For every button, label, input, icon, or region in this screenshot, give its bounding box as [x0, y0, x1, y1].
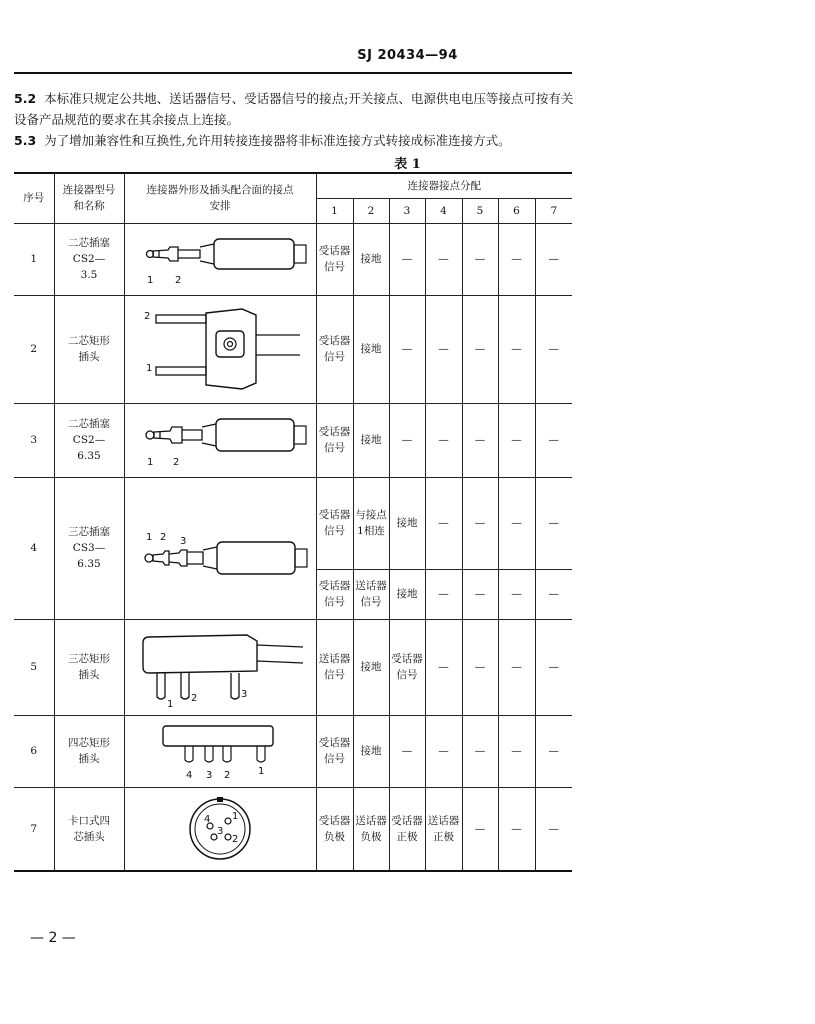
contact-cell: — — [535, 787, 572, 871]
three-core-plug-6-35-icon — [124, 477, 316, 619]
contact-label: 2 — [175, 275, 182, 286]
contact-cell: — — [389, 715, 425, 787]
bayonet-four-core-plug-icon — [124, 787, 316, 871]
contact-cell: — — [535, 295, 572, 403]
contact-cell: — — [389, 403, 425, 477]
contact-cell: 受话器信号 — [316, 403, 353, 477]
contact-cell: — — [462, 715, 498, 787]
four-core-rect-plug-icon — [124, 715, 316, 787]
contact-cell: 受话器信号 — [316, 477, 353, 569]
contact-cell: 接地 — [353, 403, 389, 477]
two-core-plug-6-35-icon — [124, 403, 316, 477]
contact-label: 3 — [217, 825, 224, 837]
row-name: 三芯矩形插头 — [54, 619, 124, 715]
row-name: 三芯插塞CS3—6.35 — [54, 477, 124, 619]
standard-number: SJ 20434—94 — [357, 48, 458, 63]
contact-cell: — — [498, 295, 535, 403]
table-row — [14, 477, 572, 569]
contact-cell: — — [535, 403, 572, 477]
table-row — [14, 223, 572, 295]
contact-cell: — — [425, 403, 462, 477]
row-seq: 4 — [14, 477, 54, 619]
contact-cell: 受话器信号 — [316, 295, 353, 403]
clause-text: 为了增加兼容性和互换性,允许用转接连接器将非标准连接方式转接成标准连接方式。 — [44, 133, 511, 148]
contact-cell: 送话器信号 — [353, 569, 389, 619]
row-name: 二芯插塞CS2—6.35 — [54, 403, 124, 477]
contact-header: 6 — [498, 198, 535, 223]
contact-cell: — — [462, 223, 498, 295]
contact-cell: — — [498, 715, 535, 787]
contact-cell: 与接点1相连 — [353, 477, 389, 569]
contact-cell: 接地 — [353, 295, 389, 403]
contact-label: 1 — [258, 766, 265, 777]
table-caption: 表 1 — [394, 157, 421, 172]
clause-number: 5.2 — [14, 91, 37, 106]
row-seq: 5 — [14, 619, 54, 715]
contact-cell: — — [462, 619, 498, 715]
row-seq: 2 — [14, 295, 54, 403]
table-row — [14, 787, 572, 871]
clause-5-3 — [14, 130, 574, 151]
contact-cell: — — [462, 295, 498, 403]
header-name: 连接器型号和名称 — [54, 173, 124, 223]
contact-cell: 接地 — [389, 477, 425, 569]
header-seq: 序号 — [14, 173, 54, 223]
clause-number: 5.3 — [14, 133, 37, 148]
contact-cell: 接地 — [353, 715, 389, 787]
contact-cell: — — [498, 223, 535, 295]
contact-cell: 送话器负极 — [353, 787, 389, 871]
contact-header: 1 — [316, 198, 353, 223]
page-number: — 2 — — [30, 930, 76, 946]
contact-cell: 送话器信号 — [316, 619, 353, 715]
contact-cell: — — [535, 619, 572, 715]
row-seq: 6 — [14, 715, 54, 787]
contact-cell: — — [535, 223, 572, 295]
row-seq: 1 — [14, 223, 54, 295]
contact-cell: — — [425, 223, 462, 295]
row-name: 卡口式四芯插头 — [54, 787, 124, 871]
clause-5-2 — [14, 88, 574, 130]
row-name: 二芯插塞CS2—3.5 — [54, 223, 124, 295]
contact-label: 4 — [204, 813, 211, 825]
contact-cell: — — [462, 403, 498, 477]
contact-cell: — — [425, 477, 462, 569]
three-core-rect-plug-icon — [124, 619, 316, 715]
contact-header: 3 — [389, 198, 425, 223]
contact-cell: — — [462, 477, 498, 569]
contact-cell: 受话器正极 — [389, 787, 425, 871]
contact-cell: 受话器信号 — [316, 223, 353, 295]
contact-label: 2 — [144, 311, 151, 322]
table-row — [14, 715, 572, 787]
row-seq: 3 — [14, 403, 54, 477]
contact-label: 1 — [147, 457, 154, 468]
contact-cell: 受话器负极 — [316, 787, 353, 871]
contact-label: 2 — [232, 833, 239, 845]
contact-cell: — — [498, 787, 535, 871]
contact-label: 1 — [146, 532, 153, 543]
contact-cell: — — [498, 619, 535, 715]
contact-cell: — — [498, 403, 535, 477]
contact-cell: 受话器信号 — [316, 569, 353, 619]
contact-cell: — — [425, 295, 462, 403]
contact-label: 1 — [167, 699, 174, 710]
contact-cell: — — [462, 569, 498, 619]
table-row — [14, 403, 572, 477]
contact-label: 1 — [147, 275, 154, 286]
contact-cell: — — [498, 569, 535, 619]
row-seq: 7 — [14, 787, 54, 871]
contact-cell: — — [498, 477, 535, 569]
contact-label: 1 — [146, 363, 153, 374]
contact-cell: 接地 — [353, 223, 389, 295]
contact-cell: — — [425, 715, 462, 787]
contact-cell: — — [535, 569, 572, 619]
contact-label: 2 — [191, 693, 198, 704]
contact-cell: 接地 — [353, 619, 389, 715]
contact-label: 3 — [180, 536, 187, 547]
two-core-rect-plug-icon — [124, 295, 316, 403]
contact-label: 4 — [186, 770, 193, 781]
contact-cell: — — [535, 715, 572, 787]
contact-header: 4 — [425, 198, 462, 223]
contact-cell: — — [389, 223, 425, 295]
table-row — [14, 619, 572, 715]
contact-cell: 受话器信号 — [316, 715, 353, 787]
contact-header: 2 — [353, 198, 389, 223]
contact-label: 3 — [241, 689, 248, 700]
contact-label: 2 — [160, 532, 167, 543]
header-shape: 连接器外形及插头配合面的接点安排 — [124, 173, 316, 223]
row-name: 四芯矩形插头 — [54, 715, 124, 787]
contact-header: 7 — [535, 198, 572, 223]
contact-cell: 接地 — [389, 569, 425, 619]
contact-cell: — — [425, 619, 462, 715]
contact-cell: — — [535, 477, 572, 569]
header-row — [14, 173, 572, 198]
contact-label: 1 — [232, 810, 239, 822]
clause-text: 本标准只规定公共地、送话器信号、受话器信号的接点;开关接点、电源供电电压等接点可按有关设备产品规范的要求在其余接点上连接。 — [14, 91, 574, 127]
contact-cell: — — [389, 295, 425, 403]
header-rule — [14, 72, 572, 74]
contact-label: 2 — [173, 457, 180, 468]
contact-label: 2 — [224, 770, 231, 781]
contact-header: 5 — [462, 198, 498, 223]
connector-table — [14, 172, 572, 872]
two-core-plug-3-5-icon — [124, 223, 316, 295]
contact-label: 3 — [206, 770, 213, 781]
row-name: 二芯矩形插头 — [54, 295, 124, 403]
contact-cell: — — [425, 569, 462, 619]
contact-cell: 受话器信号 — [389, 619, 425, 715]
contact-cell: — — [462, 787, 498, 871]
header-assignment: 连接器接点分配 — [316, 173, 572, 198]
table-row — [14, 295, 572, 403]
contact-cell: 送话器正极 — [425, 787, 462, 871]
